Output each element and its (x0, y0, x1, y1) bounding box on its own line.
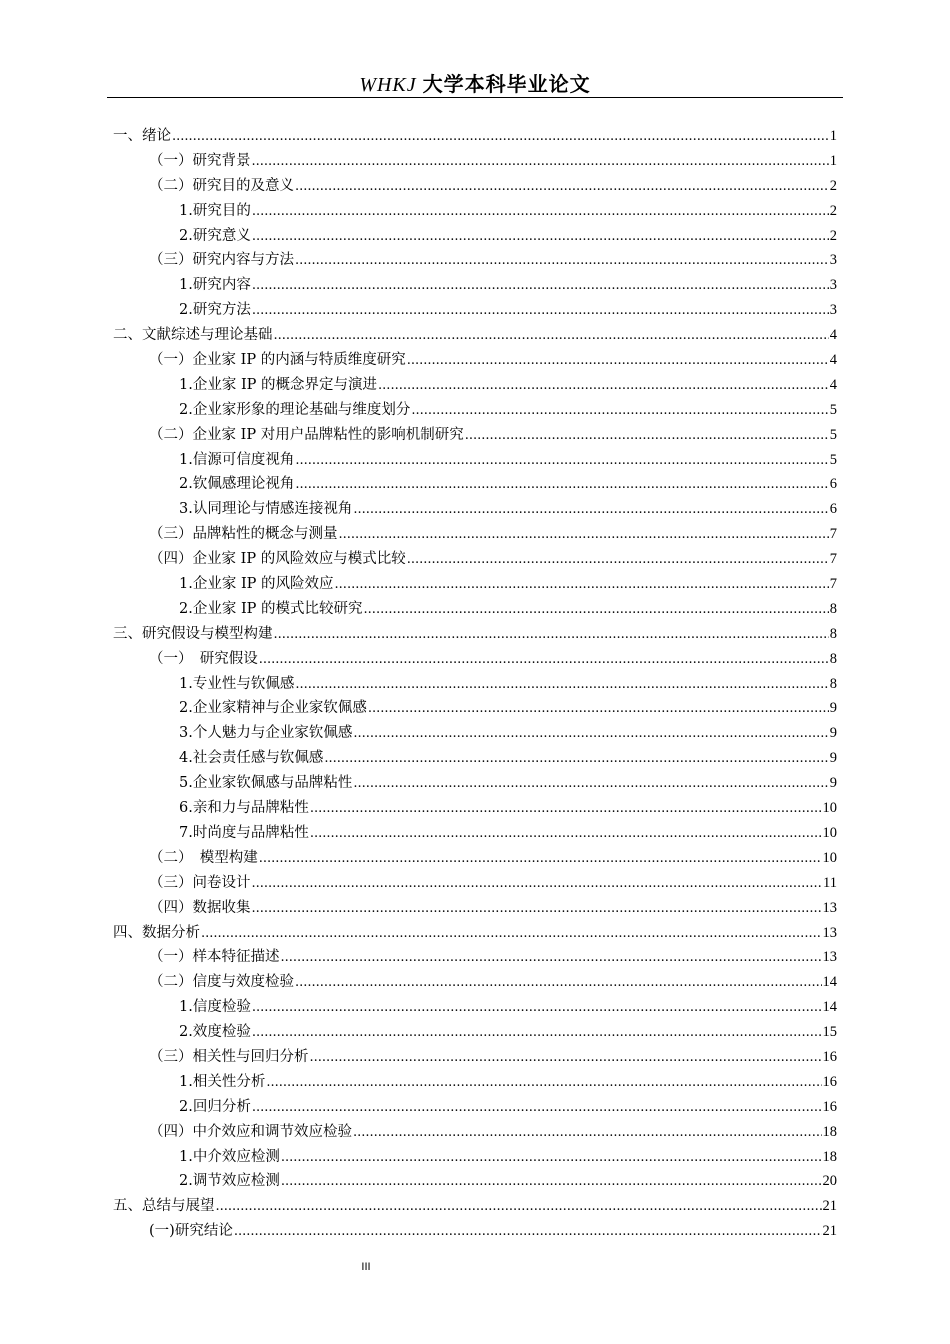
toc-entry[interactable] (113, 248, 837, 273)
toc-entry[interactable] (113, 1120, 837, 1145)
toc-dot-leader (353, 501, 828, 517)
toc-entry-label: （一）研究背景 (149, 152, 251, 169)
toc-entry[interactable] (113, 522, 837, 547)
toc-dot-leader (310, 1049, 822, 1065)
toc-entry-page: 1 (829, 152, 837, 169)
toc-entry-page: 8 (829, 650, 837, 667)
toc-entry-label: （三）品牌粘性的概念与测量 (149, 526, 338, 543)
toc-entry-label: 5.企业家钦佩感与品牌粘性 (179, 775, 353, 792)
toc-entry[interactable] (113, 199, 837, 224)
toc-entry-page: 2 (829, 177, 837, 194)
toc-entry-label: 1.研究目的 (179, 202, 251, 219)
toc-entry[interactable] (113, 124, 837, 149)
toc-entry-page: 18 (822, 1148, 837, 1165)
toc-dot-leader (281, 1173, 822, 1189)
toc-dot-leader (266, 1074, 821, 1090)
toc-dot-leader (407, 352, 829, 368)
toc-dot-leader (252, 277, 829, 293)
toc-entry-page: 4 (829, 327, 837, 344)
toc-entry[interactable] (113, 1169, 837, 1194)
toc-dot-leader (252, 1024, 822, 1040)
toc-entry[interactable] (113, 1194, 837, 1219)
toc-entry-label: （二）企业家 IP 对用户品牌粘性的影响机制研究 (149, 426, 464, 443)
toc-dot-leader (216, 1198, 822, 1214)
document-header-title (0, 68, 950, 97)
toc-dot-leader (274, 327, 829, 343)
toc-dot-leader (411, 402, 828, 418)
toc-entry-label: （二）研究目的及意义 (149, 177, 294, 194)
toc-entry-label: （三）问卷设计 (149, 874, 251, 891)
toc-entry-page: 8 (829, 625, 837, 642)
toc-dot-leader (339, 526, 829, 542)
toc-entry-label: 3.认同理论与情感连接视角 (179, 501, 353, 518)
toc-entry-label: （二）信度与效度检验 (149, 974, 294, 991)
toc-dot-leader (310, 800, 822, 816)
toc-entry[interactable] (113, 672, 837, 697)
toc-dot-leader (259, 850, 822, 866)
toc-entry-label: 二、文献综述与理论基础 (113, 327, 273, 344)
toc-entry-page: 3 (829, 252, 837, 269)
toc-dot-leader (252, 302, 829, 318)
toc-entry-page: 6 (829, 501, 837, 518)
toc-entry[interactable] (113, 174, 837, 199)
toc-entry-label: (一)研究结论 (149, 1223, 233, 1240)
toc-entry[interactable] (113, 1219, 837, 1244)
toc-entry-label: 2.企业家形象的理论基础与维度划分 (179, 401, 411, 418)
toc-entry-page: 21 (822, 1198, 837, 1215)
toc-entry[interactable] (113, 796, 837, 821)
toc-entry-label: 1.企业家 IP 的概念界定与演进 (179, 376, 378, 393)
toc-entry[interactable] (113, 547, 837, 572)
toc-entry-label: 1.信度检验 (179, 999, 251, 1016)
toc-entry-page: 3 (829, 277, 837, 294)
toc-dot-leader (252, 203, 829, 219)
toc-entry-label: （一）样本特征描述 (149, 949, 280, 966)
toc-entry[interactable] (113, 1145, 837, 1170)
toc-entry[interactable] (113, 721, 837, 746)
toc-entry-page: 10 (822, 824, 837, 841)
toc-entry-page: 18 (822, 1123, 837, 1140)
toc-entry[interactable] (113, 622, 837, 647)
toc-entry-page: 13 (822, 899, 837, 916)
toc-dot-leader (295, 974, 822, 990)
toc-entry[interactable] (113, 572, 837, 597)
toc-dot-leader (324, 750, 828, 766)
toc-entry[interactable] (113, 1020, 837, 1045)
toc-dot-leader (465, 427, 829, 443)
toc-entry-page: 9 (829, 700, 837, 717)
header-title-latin: WHKJ (359, 74, 423, 96)
toc-entry-page: 11 (823, 874, 837, 891)
toc-entry-label: 2.效度检验 (179, 1024, 251, 1041)
toc-entry[interactable] (113, 995, 837, 1020)
toc-entry[interactable] (113, 945, 837, 970)
toc-entry[interactable] (113, 846, 837, 871)
toc-dot-leader (281, 949, 822, 965)
toc-entry-label: （四）中介效应和调节效应检验 (149, 1123, 352, 1140)
toc-dot-leader (252, 875, 823, 891)
toc-entry[interactable] (113, 871, 837, 896)
toc-entry-page: 10 (822, 800, 837, 817)
toc-dot-leader (368, 700, 829, 716)
toc-entry-label: 一、绪论 (113, 128, 171, 144)
toc-entry-label: 3.个人魅力与企业家钦佩感 (179, 725, 353, 742)
toc-entry[interactable] (113, 970, 837, 995)
toc-entry-label: 2.调节效应检测 (179, 1173, 280, 1190)
toc-entry-label: 1.专业性与钦佩感 (179, 675, 295, 692)
toc-dot-leader (353, 1124, 822, 1140)
toc-entry-page: 14 (822, 974, 837, 991)
toc-entry-page: 15 (822, 1024, 837, 1041)
toc-entry[interactable] (113, 348, 837, 373)
toc-entry-page: 4 (829, 376, 837, 393)
toc-dot-leader (353, 775, 828, 791)
toc-entry-label: 2.研究意义 (179, 227, 251, 244)
toc-entry-page: 7 (829, 526, 837, 543)
toc-entry-page: 20 (822, 1173, 837, 1190)
toc-entry-page: 16 (822, 1048, 837, 1065)
toc-entry[interactable] (113, 1070, 837, 1095)
toc-entry-label: 2.企业家精神与企业家钦佩感 (179, 700, 367, 717)
toc-dot-leader (295, 178, 829, 194)
toc-entry[interactable] (113, 647, 837, 672)
toc-dot-leader (252, 228, 829, 244)
header-divider (107, 97, 843, 98)
toc-entry-label: 1.研究内容 (179, 277, 251, 294)
toc-entry-page: 2 (829, 202, 837, 219)
toc-entry-label: 1.中介效应检测 (179, 1148, 280, 1165)
toc-dot-leader (172, 128, 829, 144)
toc-entry-page: 9 (829, 725, 837, 742)
toc-entry-label: 三、研究假设与模型构建 (113, 625, 273, 642)
toc-entry-label: （二） 模型构建 (149, 849, 258, 866)
toc-entry-label: （三）研究内容与方法 (149, 252, 294, 269)
toc-entry-label: 4.社会责任感与钦佩感 (179, 750, 324, 767)
toc-entry-label: 1.信源可信度视角 (179, 451, 295, 468)
toc-entry-label: 1.相关性分析 (179, 1073, 266, 1090)
toc-entry-label: （一）企业家 IP 的内涵与特质维度研究 (149, 352, 406, 369)
toc-entry[interactable] (113, 398, 837, 423)
toc-entry-page: 8 (829, 600, 837, 617)
toc-dot-leader (201, 925, 822, 941)
toc-entry[interactable] (113, 149, 837, 174)
toc-dot-leader (364, 601, 829, 617)
toc-dot-leader (281, 1149, 822, 1165)
toc-entry[interactable] (113, 448, 837, 473)
toc-entry-page: 5 (829, 426, 837, 443)
toc-entry-page: 9 (829, 750, 837, 767)
toc-entry-page: 9 (829, 775, 837, 792)
toc-dot-leader (252, 999, 822, 1015)
toc-dot-leader (234, 1223, 822, 1239)
toc-entry[interactable] (113, 273, 837, 298)
toc-dot-leader (259, 651, 829, 667)
toc-entry-page: 13 (822, 924, 837, 941)
toc-entry[interactable] (113, 746, 837, 771)
toc-entry-page: 21 (822, 1223, 837, 1240)
toc-dot-leader (335, 576, 829, 592)
toc-entry-page: 10 (822, 849, 837, 866)
toc-entry-label: 五、总结与展望 (113, 1198, 215, 1215)
toc-entry-page: 2 (829, 227, 837, 244)
toc-entry[interactable] (113, 597, 837, 622)
toc-dot-leader (407, 551, 829, 567)
toc-entry-page: 7 (829, 551, 837, 568)
toc-dot-leader (274, 626, 829, 642)
toc-entry-page: 1 (829, 128, 837, 144)
toc-entry[interactable] (113, 423, 837, 448)
toc-entry-page: 5 (829, 451, 837, 468)
toc-entry[interactable] (113, 1095, 837, 1120)
toc-dot-leader (295, 252, 829, 268)
toc-entry-page: 7 (829, 576, 837, 593)
toc-dot-leader (353, 725, 828, 741)
toc-entry[interactable] (113, 896, 837, 921)
toc-entry[interactable] (113, 224, 837, 249)
toc-dot-leader (252, 1099, 822, 1115)
toc-entry-label: 2.钦佩感理论视角 (179, 476, 295, 493)
toc-entry-page: 13 (822, 949, 837, 966)
toc-entry-label: 2.研究方法 (179, 302, 251, 319)
toc-dot-leader (295, 452, 828, 468)
toc-dot-leader (310, 825, 822, 841)
toc-entry-page: 4 (829, 352, 837, 369)
page-number: III (361, 1261, 371, 1273)
toc-entry-page: 8 (829, 675, 837, 692)
toc-entry[interactable] (113, 771, 837, 796)
toc-dot-leader (252, 900, 822, 916)
toc-entry-page: 16 (822, 1098, 837, 1115)
table-of-contents (113, 124, 837, 1244)
toc-entry-label: （四）数据收集 (149, 899, 251, 916)
toc-entry-label: （一） 研究假设 (149, 650, 258, 667)
toc-entry-label: 2.企业家 IP 的模式比较研究 (179, 600, 363, 617)
toc-entry[interactable] (113, 373, 837, 398)
toc-entry[interactable] (113, 323, 837, 348)
toc-entry[interactable] (113, 472, 837, 497)
toc-dot-leader (378, 377, 829, 393)
toc-entry[interactable] (113, 298, 837, 323)
toc-entry-label: 2.回归分析 (179, 1098, 251, 1115)
toc-entry-label: （四）企业家 IP 的风险效应与模式比较 (149, 551, 406, 568)
toc-entry[interactable] (113, 821, 837, 846)
toc-entry-page: 5 (829, 401, 837, 418)
toc-entry-page: 16 (822, 1073, 837, 1090)
toc-entry-label: 1.企业家 IP 的风险效应 (179, 576, 334, 593)
toc-entry[interactable] (113, 497, 837, 522)
toc-entry-page: 6 (829, 476, 837, 493)
toc-entry-label: 四、数据分析 (113, 924, 200, 941)
toc-entry-page: 3 (829, 302, 837, 319)
toc-entry[interactable] (113, 1045, 837, 1070)
toc-entry[interactable] (113, 921, 837, 946)
header-title-cjk: 大学本科毕业论文 (422, 72, 591, 96)
toc-entry-label: 7.时尚度与品牌粘性 (179, 824, 309, 841)
toc-entry-page: 14 (822, 999, 837, 1016)
toc-dot-leader (295, 476, 828, 492)
toc-dot-leader (295, 676, 828, 692)
toc-entry-label: （三）相关性与回归分析 (149, 1048, 309, 1065)
toc-entry-label: 6.亲和力与品牌粘性 (179, 800, 309, 817)
toc-entry[interactable] (113, 696, 837, 721)
toc-dot-leader (252, 153, 829, 169)
